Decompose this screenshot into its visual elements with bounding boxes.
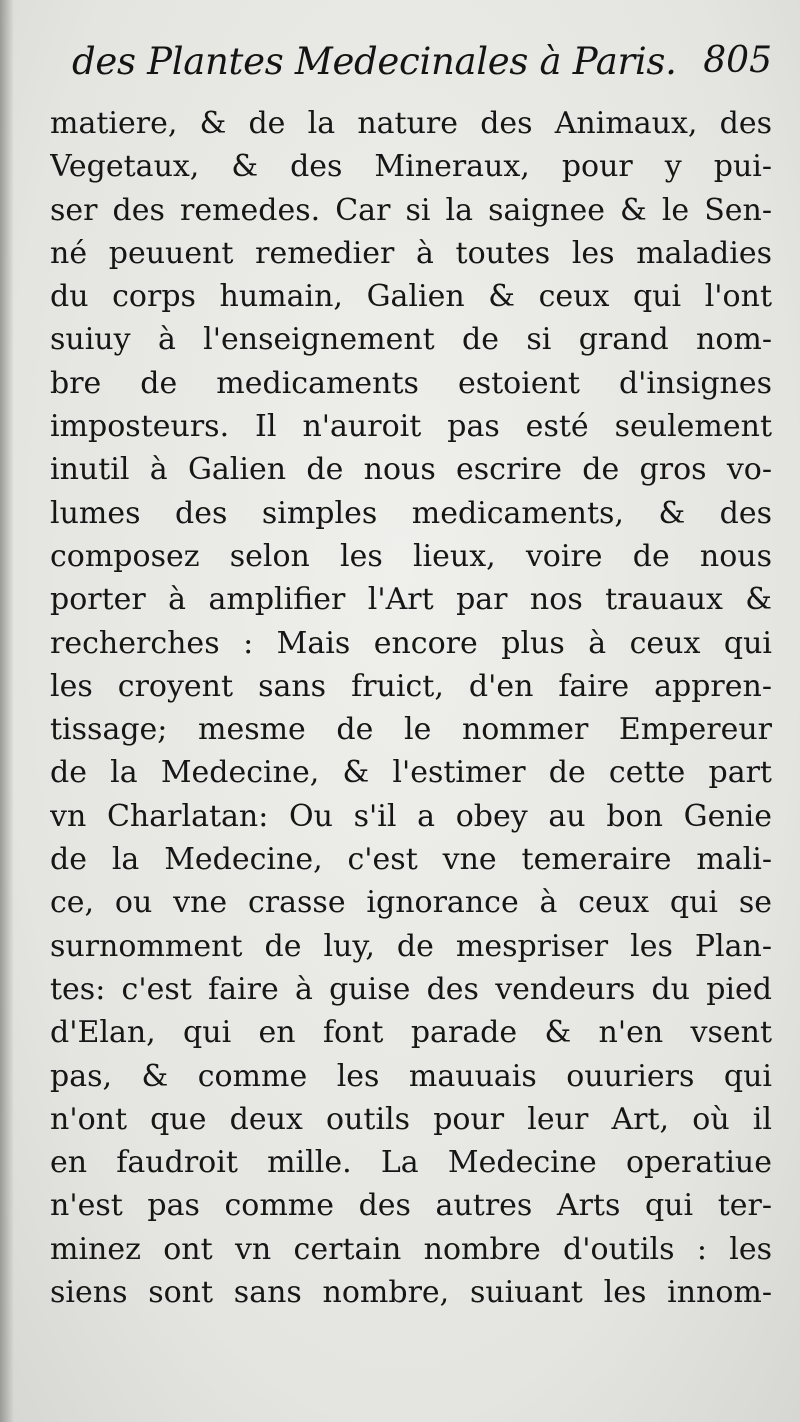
text-line: lumes des simples medicaments, & des bbox=[50, 495, 772, 531]
text-line: de la Medecine, & l'estimer de cette part bbox=[50, 755, 772, 791]
page-number: 805 bbox=[703, 40, 772, 81]
text-line: les croyent sans fruict, d'en faire appren- bbox=[50, 668, 772, 704]
text-line: vn Charlatan: Ou s'il a obey au bon Genie bbox=[50, 798, 772, 834]
text-line: suiuy à l'enseignement de si grand nom- bbox=[50, 322, 772, 358]
text-line: surnomment de luy, de mespriser les Plan- bbox=[50, 928, 772, 964]
page-header bbox=[72, 40, 772, 102]
text-line: imposteurs. Il n'auroit pas esté seulement bbox=[50, 409, 772, 445]
text-line: siens sont sans nombre, suiuant les innom- bbox=[50, 1275, 772, 1311]
text-line: recherches : Mais encore plus à ceux qui bbox=[50, 625, 772, 661]
text-line: pas, & comme les mauuais ouuriers qui bbox=[50, 1058, 772, 1094]
text-line: inutil à Galien de nous escrire de gros vo- bbox=[50, 452, 772, 488]
text-line: matiere, & de la nature des Animaux, des bbox=[50, 106, 772, 141]
text-line: ce, ou vne crasse ignorance à ceux qui se bbox=[50, 885, 772, 921]
text-line: d'Elan, qui en font parade & n'en vsent bbox=[50, 1015, 772, 1051]
text-line: composez selon les lieux, voire de nous bbox=[50, 538, 772, 574]
text-line: de la Medecine, c'est vne temeraire mali- bbox=[50, 842, 772, 878]
text-line: tes: c'est faire à guise des vendeurs du pied bbox=[50, 971, 772, 1007]
text-line: n'est pas comme des autres Arts qui ter- bbox=[50, 1188, 772, 1224]
text-line: du corps humain, Galien & ceux qui l'ont bbox=[50, 279, 772, 315]
text-line: tissage; mesme de le nommer Empereur bbox=[50, 712, 772, 748]
running-title: des Plantes Medecinales à Paris. bbox=[72, 40, 677, 83]
text-line: Vegetaux, & des Mineraux, pour y pui- bbox=[50, 149, 772, 185]
text-line: n'ont que deux outils pour leur Art, où il bbox=[50, 1101, 772, 1137]
text-line: porter à amplifier l'Art par nos trauaux & bbox=[50, 582, 772, 618]
page-gutter-shadow bbox=[0, 0, 14, 1422]
text-line: ser des remedes. Car si la saignee & le Sen- bbox=[50, 192, 772, 228]
text-line: en faudroit mille. La Medecine operatiue bbox=[50, 1145, 772, 1181]
text-line: né peuuent remedier à toutes les maladies bbox=[50, 235, 772, 271]
text-line: bre de medicaments estoient d'insignes bbox=[50, 365, 772, 401]
body-text bbox=[50, 102, 772, 1314]
text-line: minez ont vn certain nombre d'outils : les bbox=[50, 1231, 772, 1267]
